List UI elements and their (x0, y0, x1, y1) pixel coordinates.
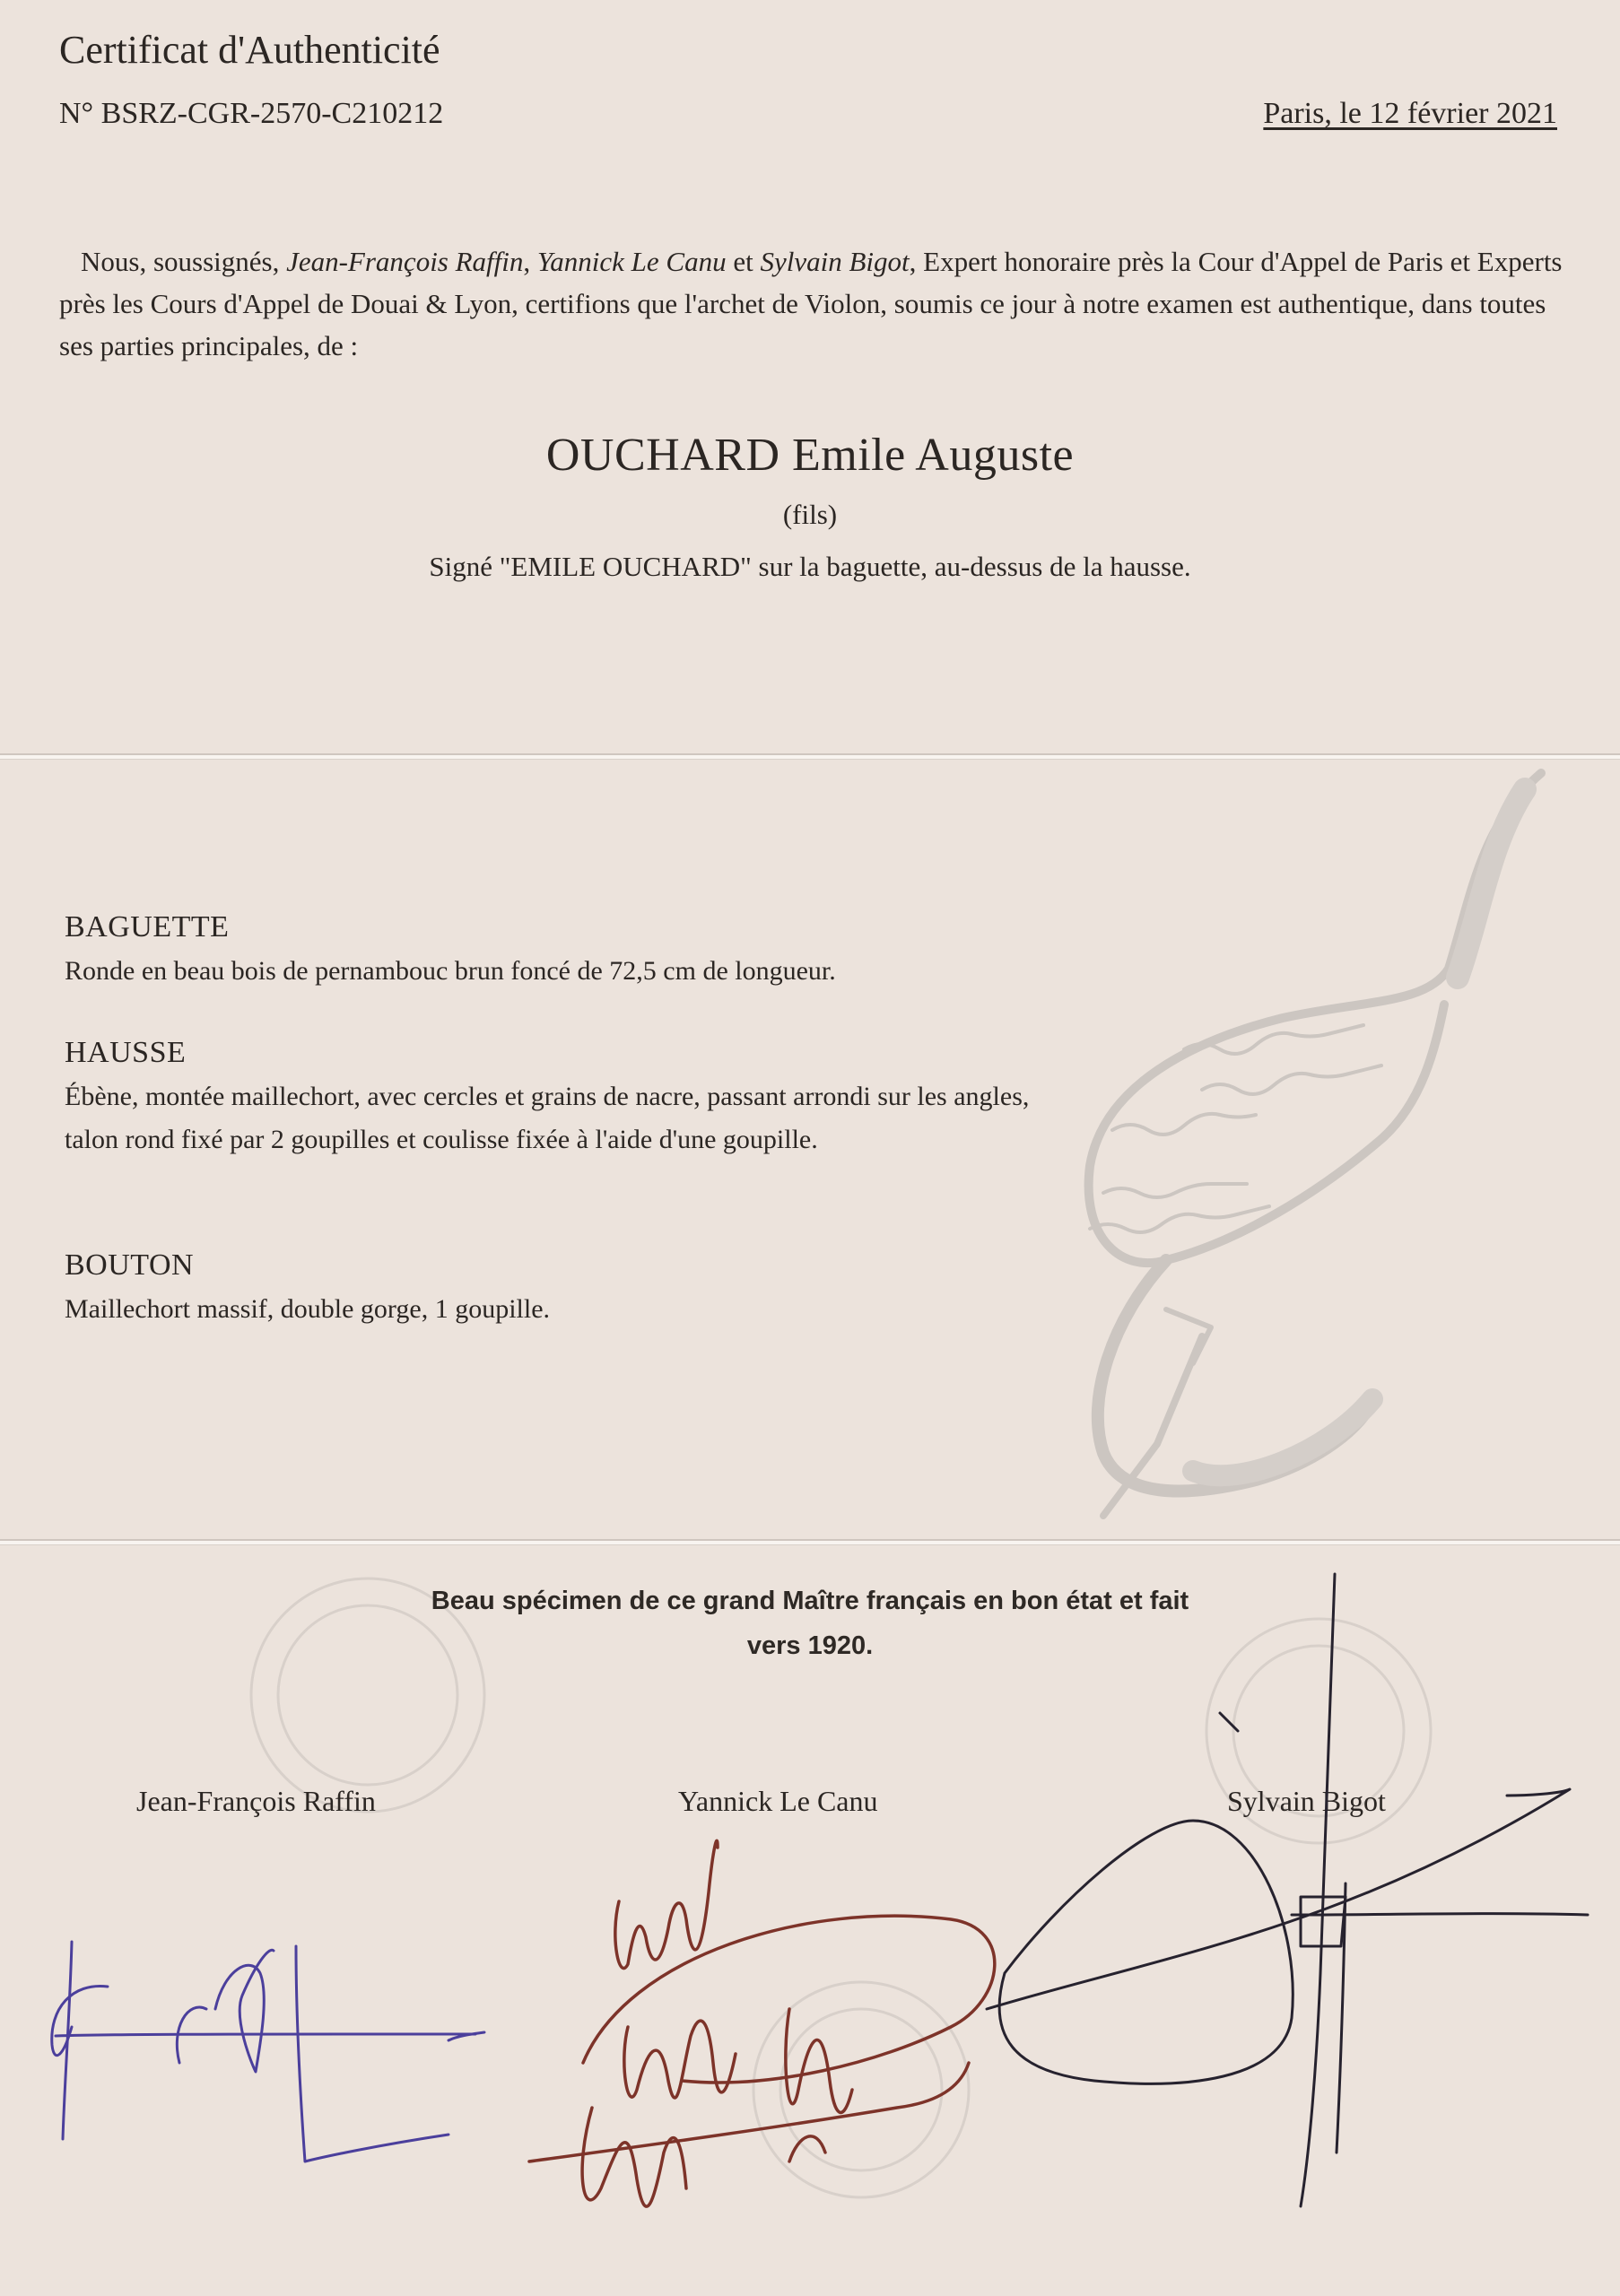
signatory-raffin: Jean-François Raffin (136, 1785, 376, 1817)
place-date: Paris, le 12 février 2021 (1263, 97, 1557, 130)
closing-line-2: vers 1920. (746, 1631, 874, 1660)
section-heading-hausse: HAUSSE (65, 1036, 187, 1069)
document-title: Certificat d'Authenticité (59, 28, 440, 72)
section-heading-bouton: BOUTON (65, 1248, 195, 1282)
expert-name-bigot: Sylvain Bigot (760, 246, 910, 277)
section-text-bouton: Maillechort massif, double gorge, 1 goupille. (65, 1294, 551, 1324)
signature-raffin-icon (52, 1942, 484, 2161)
expert-name-raffin: Jean-François Raffin (286, 246, 524, 277)
section-text-hausse: Ébène, montée maillechort, avec cercles et grains de nacre, passant arrondi sur les angles, talon rond fixé par 2 goupilles et coulisse fixée à l'aide d'une goupille. (65, 1082, 1030, 1154)
intro-text-3: et (726, 246, 761, 277)
intro-text-2: , (523, 246, 537, 277)
signatory-bigot: Sylvain Bigot (1227, 1785, 1386, 1817)
signature-lecanu-icon (529, 1840, 995, 2206)
section-heading-baguette: BAGUETTE (65, 910, 230, 944)
expert-name-lecanu: Yannick Le Canu (536, 246, 727, 277)
closing-line-1: Beau spécimen de ce grand Maître français en bon état et fait (431, 1587, 1189, 1615)
signature-bigot-icon (987, 1574, 1588, 2206)
signature-mark-text: Signé "EMILE OUCHARD" sur la baguette, au-dessus de la hausse. (429, 551, 1191, 582)
intro-text-1: Nous, soussignés, (81, 246, 287, 277)
maker-note: (fils) (782, 499, 838, 530)
intro-text-4: , Expert honoraire près la Cour d'Appel de Paris et Experts près les Cours d'Appel de Douai & Lyon, certifions que l'archet de Violon, soumis ce jour à notre examen est authentique, dans toutes ses parties principales, de : (59, 246, 1563, 361)
section-text-baguette: Ronde en beau bois de pernambouc brun foncé de 72,5 cm de longueur. (65, 956, 836, 986)
maker-name: OUCHARD Emile Auguste (545, 430, 1075, 481)
certificate-number: N° BSRZ-CGR-2570-C210212 (59, 97, 444, 130)
signatory-lecanu: Yannick Le Canu (678, 1785, 878, 1817)
